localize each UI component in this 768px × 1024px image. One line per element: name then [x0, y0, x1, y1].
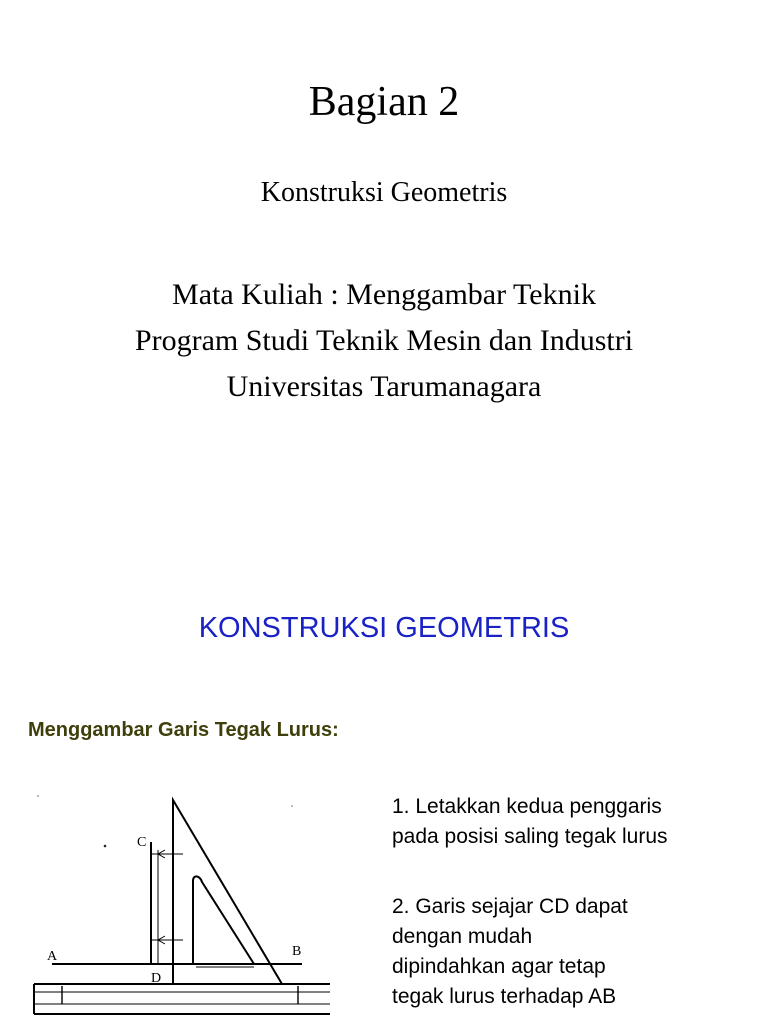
step-1-line: pada posisi saling tegak lurus — [392, 825, 668, 848]
section-heading: KONSTRUKSI GEOMETRIS — [198, 612, 570, 644]
university-name: Universitas Tarumanagara — [226, 370, 542, 403]
step-2-line: tegak lurus terhadap AB — [392, 985, 617, 1008]
step-2-line: 2. Garis sejajar CD dapat — [392, 895, 628, 918]
label-b: B — [292, 944, 302, 959]
label-a: A — [47, 949, 58, 964]
study-program: Program Studi Teknik Mesin dan Industri — [134, 324, 634, 357]
ruler — [34, 984, 330, 1014]
line-cd — [151, 842, 183, 964]
step-1-text — [392, 792, 752, 852]
scan-speck — [104, 845, 107, 848]
course-info — [0, 272, 768, 410]
scan-speck — [291, 805, 293, 807]
slide-title: Bagian 2 — [308, 79, 460, 125]
course-name: Mata Kuliah : Menggambar Teknik — [172, 278, 596, 311]
step-2-line: dipindahkan agar tetap — [392, 955, 606, 978]
label-c: C — [137, 835, 147, 850]
step-2-line: dengan mudah — [392, 925, 533, 948]
set-square — [173, 800, 282, 984]
step-2-text — [392, 892, 752, 1012]
label-d: D — [151, 971, 162, 986]
step-1-line: 1. Letakkan kedua penggaris — [392, 795, 662, 818]
scan-speck — [37, 795, 39, 797]
section-subheading: Menggambar Garis Tegak Lurus: — [28, 719, 339, 741]
slide-subtitle: Konstruksi Geometris — [260, 177, 508, 208]
perpendicular-construction-figure — [30, 790, 330, 1024]
